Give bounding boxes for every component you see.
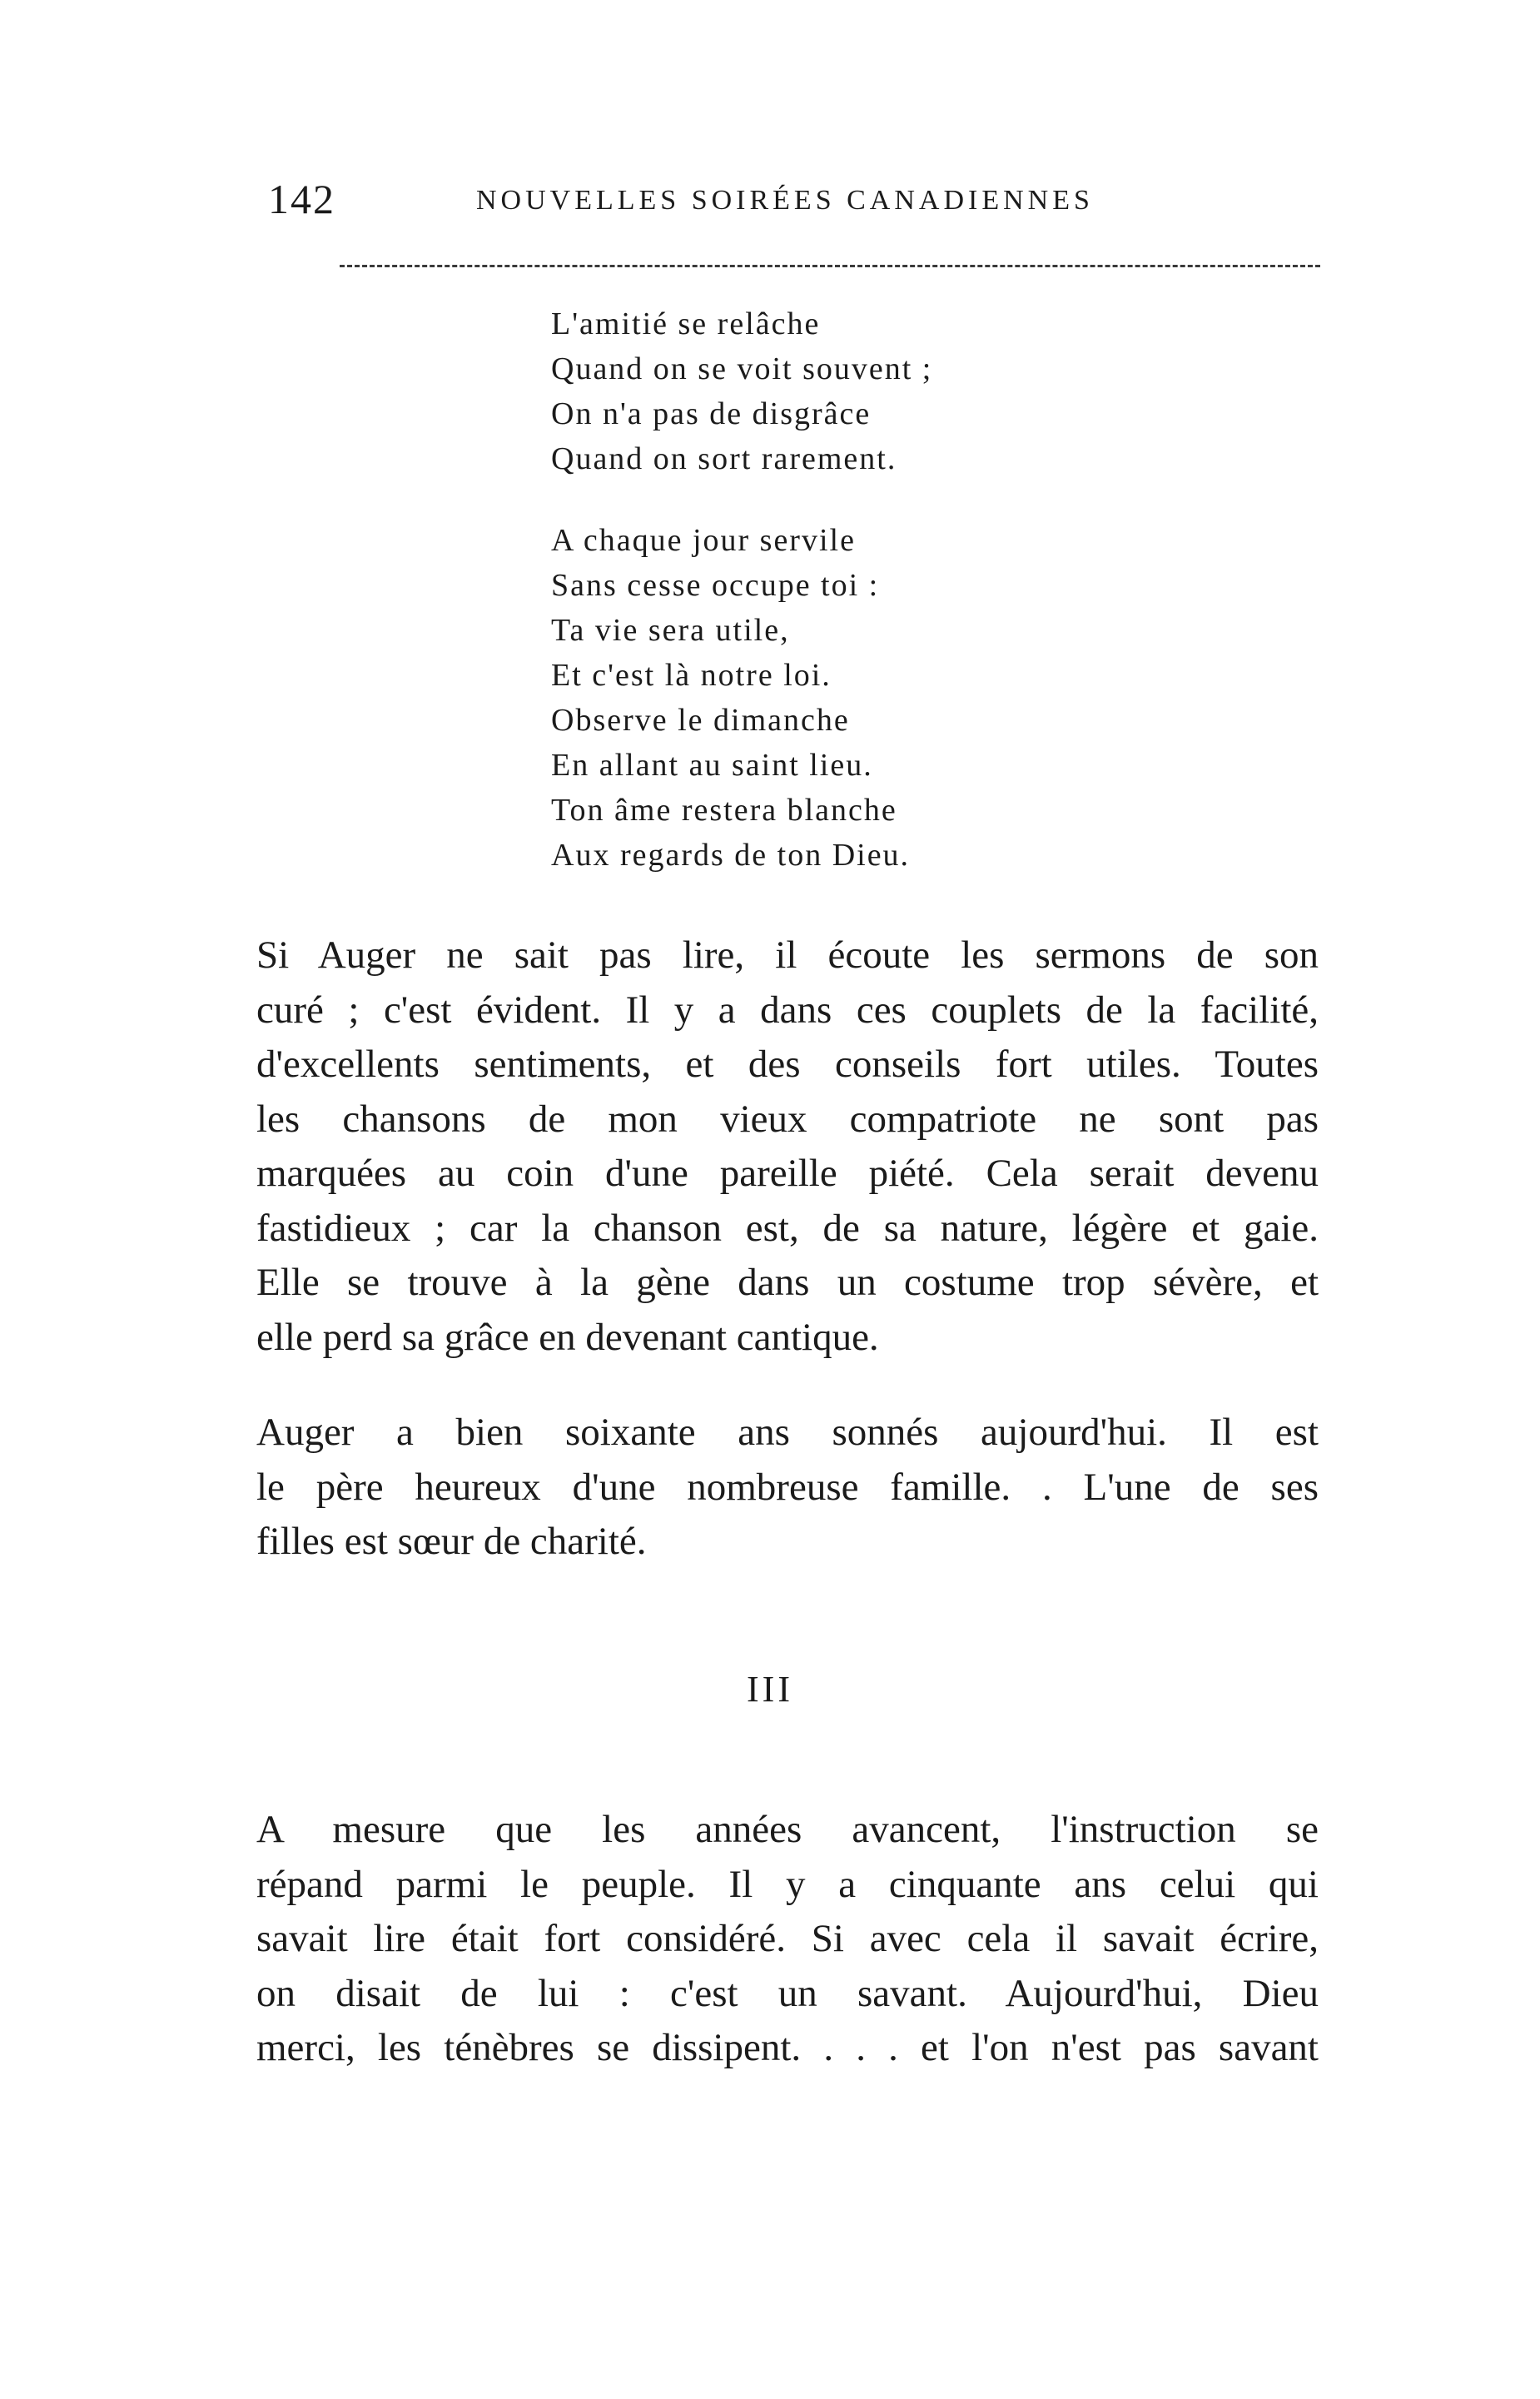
- header-rule: [340, 265, 1320, 267]
- text-line: Elle se trouve à la gène dans un costume trop sévère, et: [256, 1261, 1319, 1304]
- text-line: fastidieux ; car la chanson est, de sa nature, légère et gaie.: [256, 1206, 1319, 1250]
- section-heading: III: [747, 1669, 793, 1710]
- text-line: d'excellents sentiments, et des conseils fort utiles. Toutes: [256, 1043, 1319, 1086]
- paragraph-3: [256, 1803, 1319, 2076]
- poem-stanza-2: [551, 518, 1134, 878]
- text-line: elle perd sa grâce en devenant cantique.: [256, 1315, 879, 1359]
- poem-line: On n'a pas de disgrâce: [551, 396, 872, 431]
- text-line: on disait de lui : c'est un savant. Aujourd'hui, Dieu: [256, 1971, 1319, 2015]
- poem-stanza-1: [551, 301, 1134, 481]
- poem-line: Ta vie sera utile,: [551, 613, 790, 648]
- text-line: les chansons de mon vieux compatriote ne sont pas: [256, 1097, 1319, 1141]
- text-line: filles est sœur de charité.: [256, 1520, 647, 1563]
- poem-line: Ton âme restera blanche: [551, 793, 897, 828]
- text-line: merci, les ténèbres se dissipent. . . . et l'on n'est pas savant: [256, 2026, 1319, 2069]
- text-line: Auger a bien soixante ans sonnés aujourd'hui. Il est: [256, 1411, 1319, 1454]
- poem-line: A chaque jour servile: [551, 523, 856, 558]
- text-line: curé ; c'est évident. Il y a dans ces couplets de la facilité,: [256, 988, 1319, 1032]
- poem-line: Aux regards de ton Dieu.: [551, 838, 911, 873]
- paragraph-2: [256, 1406, 1319, 1570]
- text-line: le père heureux d'une nombreuse famille. . L'une de ses: [256, 1465, 1319, 1509]
- running-title: NOUVELLES SOIRÉES CANADIENNES: [476, 185, 1094, 216]
- text-line: A mesure que les années avancent, l'instruction se: [256, 1808, 1319, 1851]
- poem-line: Et c'est là notre loi.: [551, 658, 832, 693]
- page-header: [268, 175, 1317, 225]
- text-line: savait lire était fort considéré. Si avec cela il savait écrire,: [256, 1917, 1319, 1960]
- page-number: 142: [268, 176, 335, 222]
- text-line: Si Auger ne sait pas lire, il écoute les sermons de son: [256, 933, 1319, 977]
- poem-line: Sans cesse occupe toi :: [551, 568, 880, 603]
- text-line: marquées au coin d'une pareille piété. Cela serait devenu: [256, 1152, 1319, 1195]
- poem-line: L'amitié se relâche: [551, 306, 821, 341]
- paragraph-1: [256, 928, 1319, 1365]
- poem-line: Quand on se voit souvent ;: [551, 351, 933, 386]
- poem-line: Quand on sort rarement.: [551, 441, 897, 476]
- poem-line: Observe le dimanche: [551, 703, 850, 738]
- text-line: répand parmi le peuple. Il y a cinquante ans celui qui: [256, 1862, 1319, 1906]
- poem-line: En allant au saint lieu.: [551, 748, 873, 783]
